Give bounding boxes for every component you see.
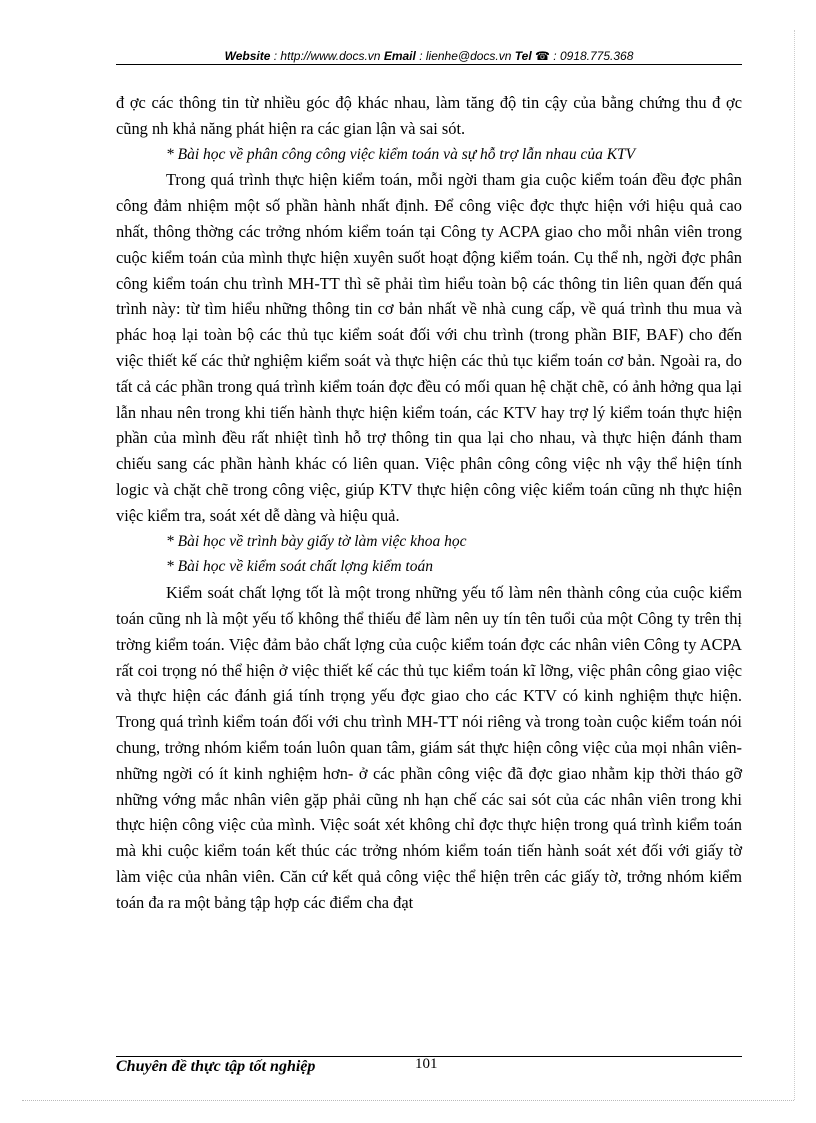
website-label: Website [224,49,271,63]
website-url: : http://www.docs.vn [273,49,381,63]
footer-title: Chuyên đề thực tập tốt nghiệp [116,1058,316,1075]
tel-number: : 0918.775.368 [553,49,634,63]
email-address: : lienhe@docs.vn [419,49,512,63]
document-body [116,90,742,916]
heading-quality-control: * Bài học về kiểm soát chất lợng kiểm toán [166,558,433,576]
page-header [116,48,742,64]
paragraph-quality-control: Kiểm soát chất lợng tốt là một trong những yếu tố làm nên thành công của cuộc kiểm toán cũng nh là một yếu tố không thể thiếu để làm nên uy tín tên tuổi của một Công ty trên thị trờng kiểm toán. Việc đảm bảo chất lợng của cuộc kiểm toán đợc các nhân viên Công ty ACPA rất coi trọng nó thể hiện ở việc thiết kế các thủ tục kiểm toán kĩ lỡng, việc phân công giao việc và thực hiện các đánh giá tính trọng yếu đợc giao cho các KTV có kinh nghiệm thực hiện. Trong quá trình kiểm toán đối với chu trình MH-TT nói riêng và trong toàn cuộc kiểm toán nói chung, trởng nhóm kiểm toán luôn quan tâm, giám sát thực hiện công việc của mọi nhân viên- những ngời có ít kinh nghiệm hơn- ở các phần công việc đã đợc giao nhằm kịp thời tháo gỡ những vớng mắc nhân viên gặp phải cũng nh hạn chế các sai sót của các nhân viên trong khi thực hiện công việc của mình. Việc soát xét không chỉ đợc thực hiện trong quá trình kiểm toán mà khi cuộc kiểm toán kết thúc các trởng nhóm kiểm toán tiến hành soát xét đối với giấy tờ làm việc của nhân viên. Căn cứ kết quả công việc thể hiện trên các giấy tờ, trởng nhóm kiểm toán đa ra một bảng tập hợp các điểm cha đạt [116,583,742,912]
email-label: Email [383,49,416,63]
page-edge-right [794,30,795,1100]
page-number: 101 [415,1056,438,1072]
heading-working-papers: * Bài học về trình bày giấy tờ làm việc khoa học [166,532,467,550]
page-edge-bottom [22,1100,794,1101]
header-rule [116,64,742,65]
heading-work-assignment: * Bài học về phân công công việc kiểm toán và sự hỗ trợ lẫn nhau của KTV [166,145,636,163]
paragraph-work-assignment: Trong quá trình thực hiện kiểm toán, mỗi ngời tham gia cuộc kiểm toán đều đợc phân công đảm nhiệm một số phần hành nhất định. Để công việc đợc thực hiện với hiệu quả cao nhất, thông thờng các trởng nhóm kiểm toán tại Công ty ACPA giao cho mỗi nhân viên trong cuộc kiểm toán của mình thực hiện xuyên suốt hoạt động kiểm toán. Cụ thể nh, ngời đợc phân công kiểm toán chu trình MH-TT thì sẽ phải tìm hiểu toàn bộ các thông tin liên quan đến quá trình này: từ tìm hiểu những thông tin cơ bản nhất về nhà cung cấp, về quá trình thu mua và phác hoạ lại toàn bộ các thủ tục kiểm soát đối với chu trình (trong phần BIF, BAF) cho đến việc thiết kế các thử nghiệm kiểm soát và thực hiện các thủ tục kiểm toán cơ bản. Ngoài ra, do tất cả các phần trong quá trình kiểm toán đợc đều có mối quan hệ chặt chẽ, có ảnh hởng qua lại lẫn nhau nên trong khi tiến hành thực hiện kiểm toán, các KTV hay trợ lý kiểm toán thực hiện phần của mình đều rất nhiệt tình hỗ trợ thông tin qua lại cho nhau, và thực hiện đánh tham chiếu sang các phần hành khác có liên quan. Việc phân công công việc nh vậy thể hiện tính logic và chặt chẽ trong công việc, giúp KTV thực hiện công việc kiểm toán cũng nh thực hiện việc kiểm tra, soát xét dễ dàng và hiệu quả. [116,170,742,525]
tel-label: Tel ☎ [514,49,550,63]
paragraph-continuation: đ ợc các thông tin từ nhiều góc độ khác nhau, làm tăng độ tin cậy của bằng chứng thu đ ợc cũng nh khả năng phát hiện ra các gian lận và sai sót. [116,93,742,138]
